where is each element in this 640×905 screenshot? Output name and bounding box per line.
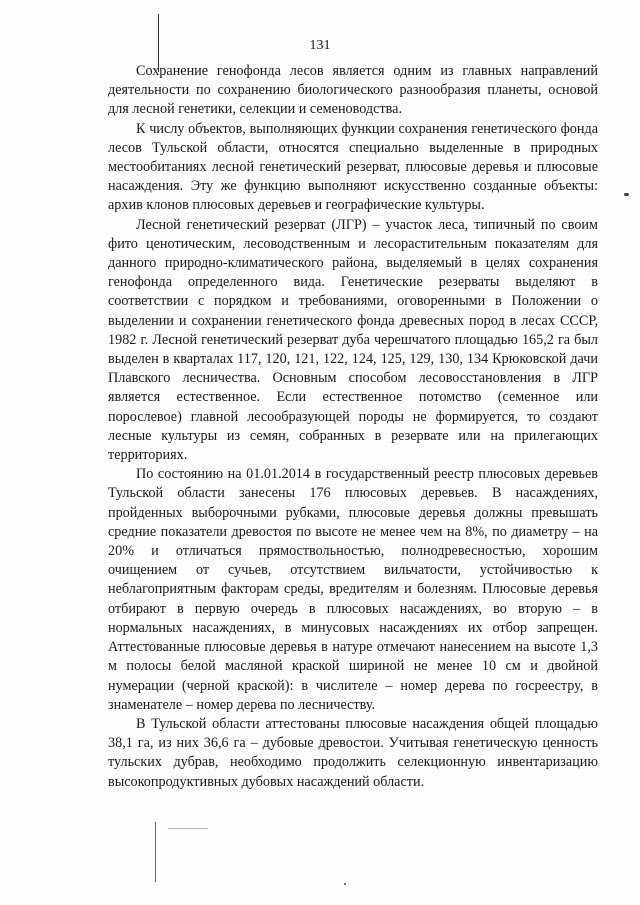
paragraph: Лесной генетический резерват (ЛГР) – участок леса, типичный по своим фито ценотическим, лесоводственным и лесорастительным показателям для данного природно-климатического района, выделяемый в целях сохранения генофонда определенного вида. Генетические резерваты выделяют в соответствии с порядком и требованиями, оговоренными в Положении о выделении и сохранении генетического фонда древесных пород в лесах СССР, 1982 г. Лесной генетический резерват дуба черешчатого площадью 165,2 га был выделен в кварталах 117, 120, 121, 122, 124, 125, 129, 130, 134 Крюковской дачи Плавского лесничества. Основным способом лесовосстановления в ЛГР является естественное. Если естественное потомство (семенное или порослевое) главной лесообразующей породы не формируется, то создают лесные культуры из семян, собранных в резервате или на прилегающих территориях. [108,216,598,464]
scan-artifact-mark [624,193,629,196]
paragraph: Сохранение генофонда лесов является одним из главных направлений деятельности по сохранению биологического разнообразия планеты, основой для лесной генетики, селекции и семеноводства. [108,63,598,118]
scan-artifact-line [155,822,156,882]
scan-artifact-dot [344,883,346,885]
paragraph: К числу объектов, выполняющих функции сохранения генетического фонда лесов Тульской области, относятся специально выделенные в природных местообитаниях лесной генетический резерват, плюсовые деревья и плюсовые насаждения. Эту же функцию выполняют искусственно созданные объекты: архив клонов плюсовых деревьев и географические культуры. [108,120,598,214]
page-number: 131 [309,38,331,53]
paragraph: По состоянию на 01.01.2014 в государственный реестр плюсовых деревьев Тульской области занесены 176 плюсовых деревьев. В насаждениях, пройденных выборочными рубками, плюсовые деревья должны превышать средние показатели древостоя по высоте не менее чем на 8%, по диаметру – на 20% и отличаться прямоствольностью, полнодревесностью, хорошим очищением от сучьев, отсутствием вильчатости, устойчивостью к неблагоприятным факторам среды, вредителям и болезням. Плюсовые деревья отбирают в первую очередь в плюсовых насаждениях, во вторую – в нормальных насаждениях, в минусовых насаждениях их отбор запрещен. Аттестованные плюсовые деревья в натуре отмечают нанесением на высоте 1,3 м полосы белой масляной краской шириной не менее 10 см и двойной нумерации (черной краской): в числителе – номер дерева по госреестру, в знаменателе – номер дерева по лесничеству. [108,466,598,713]
paragraph: В Тульской области аттестованы плюсовые насаждения общей площадью 38,1 га, из них 36,6 га – дубовые древостои. Учитывая генетическую ценность тульских дубрав, необходимо продолжить селекционную инвентаризацию высокопродуктивных дубовых насаждений области. [108,715,598,790]
document-body [108,62,598,792]
scan-artifact-smudge [168,828,208,829]
